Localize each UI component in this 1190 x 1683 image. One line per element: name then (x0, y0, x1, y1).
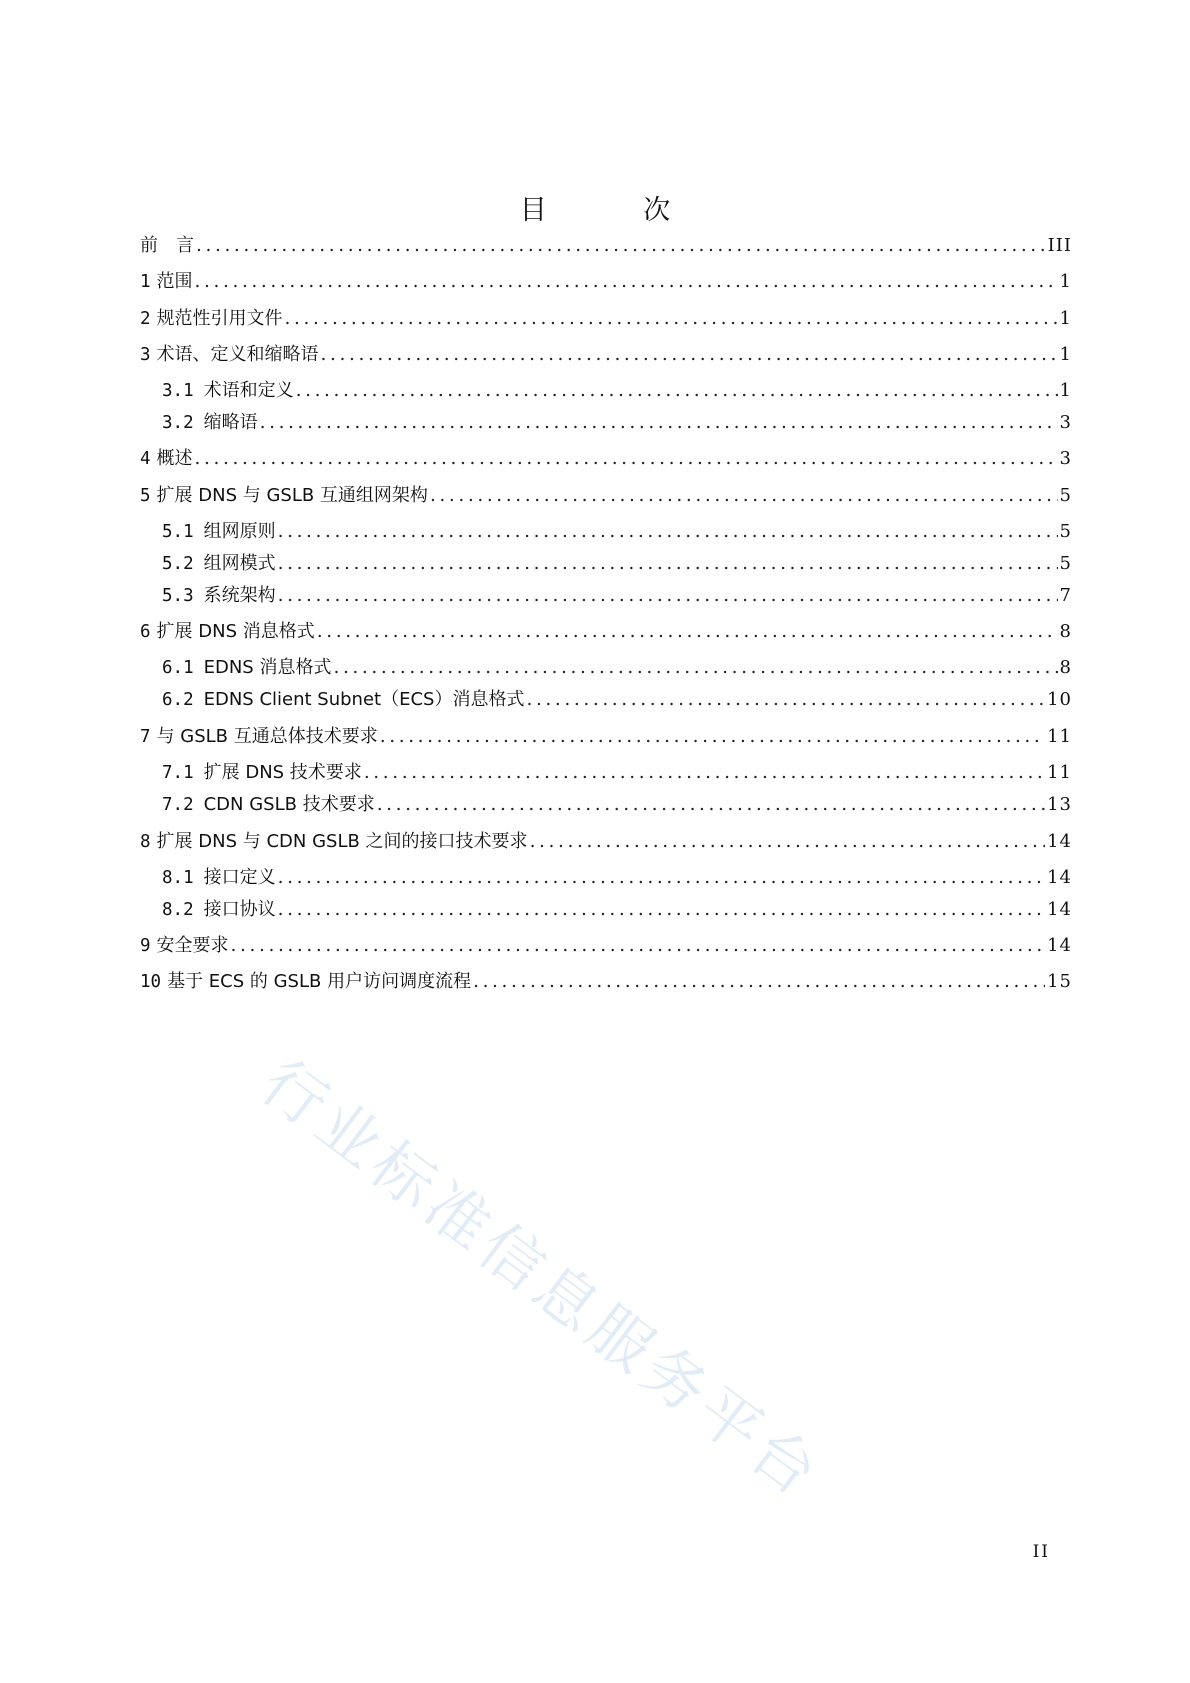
toc-entry-number: 5.3 (162, 586, 194, 606)
toc-entry-label (140, 446, 193, 472)
toc-entry-title: 安全要求 (156, 935, 229, 956)
toc-entry[interactable] (162, 687, 1072, 713)
toc-entry[interactable] (140, 342, 1072, 368)
toc-entry-number: 9 (140, 936, 151, 956)
toc-dot-leader (321, 342, 1058, 368)
toc-entry-title: 接口定义 (203, 867, 276, 888)
toc-entry[interactable] (140, 969, 1072, 995)
toc-entry-title: 组网原则 (203, 521, 276, 542)
toc-entry-number: 10 (140, 972, 162, 992)
toc-entry[interactable] (140, 829, 1072, 855)
toc-entry-page: 7 (1059, 585, 1072, 606)
toc-entry-title: 规范性引用文件 (156, 308, 283, 329)
toc-entry-label (140, 969, 471, 995)
toc-entry-number: 5 (140, 486, 151, 506)
toc-entry-title: 系统架构 (203, 585, 276, 606)
toc-entry-page: 3 (1059, 448, 1072, 469)
toc-entry-page: 5 (1059, 485, 1072, 506)
toc-entry[interactable] (162, 551, 1072, 577)
toc-entry-page: 8 (1059, 657, 1072, 678)
page-number: II (1032, 1542, 1050, 1562)
toc-entry[interactable] (140, 619, 1072, 645)
toc-entry-page: 10 (1047, 689, 1072, 710)
toc-entry-title: 前 言 (140, 235, 194, 256)
toc-entry-title: 扩展 DNS 与 GSLB 互通组网架构 (156, 485, 428, 506)
toc-entry-title: 扩展 DNS 与 CDN GSLB 之间的接口技术要求 (156, 831, 528, 852)
toc-entry-page: III (1047, 235, 1072, 256)
toc-entry[interactable] (140, 233, 1072, 259)
toc-entry-number: 2 (140, 309, 151, 329)
toc-entry-page: 14 (1047, 867, 1072, 888)
toc-dot-leader (196, 233, 1046, 259)
toc-entry[interactable] (140, 724, 1072, 750)
toc-dot-leader (377, 792, 1045, 818)
toc-entry[interactable] (162, 865, 1072, 891)
toc-entry-number: 6.2 (162, 690, 194, 710)
toc-entry-label (140, 724, 378, 750)
toc-entry-number: 3.1 (162, 381, 194, 401)
toc-entry-title: 扩展 DNS 消息格式 (156, 621, 315, 642)
toc-dot-leader (430, 483, 1058, 509)
toc-entry-page: 1 (1059, 271, 1072, 292)
toc-dot-leader (364, 760, 1045, 786)
toc-entry-label (162, 519, 276, 545)
toc-entry[interactable] (140, 483, 1072, 509)
toc-title: 目 次 (519, 195, 715, 226)
toc-entry-page: 5 (1059, 521, 1072, 542)
toc-entry[interactable] (140, 269, 1072, 295)
toc-entry-title: 接口协议 (203, 899, 276, 920)
toc-entry-number: 8 (140, 832, 151, 852)
toc-dot-leader (278, 865, 1045, 891)
toc-dot-leader (278, 519, 1058, 545)
toc-entry-label (162, 687, 524, 713)
toc-entry-title: 缩略语 (203, 412, 258, 433)
toc-entry-label (162, 792, 375, 818)
toc-entry-number: 6.1 (162, 658, 194, 678)
toc-dot-leader (278, 583, 1058, 609)
toc-entry-page: 8 (1059, 621, 1072, 642)
toc-entry-label (140, 483, 428, 509)
toc-entry-title: 术语和定义 (203, 380, 294, 401)
toc-entry-label (162, 378, 294, 404)
toc-dot-leader (526, 687, 1045, 713)
toc-entry-page: 1 (1059, 308, 1072, 329)
toc-entry-label (162, 760, 362, 786)
toc-entry-number: 1 (140, 272, 151, 292)
toc-entry-title: 范围 (156, 271, 193, 292)
toc-entry-label (162, 583, 276, 609)
toc-entry-label (162, 897, 276, 923)
toc-entry[interactable] (140, 446, 1072, 472)
toc-entry-number: 6 (140, 622, 151, 642)
watermark: 行业标准信息服务平台 (248, 1045, 836, 1513)
toc-entry[interactable] (162, 378, 1072, 404)
toc-entry-number: 3 (140, 345, 151, 365)
toc-dot-leader (285, 306, 1058, 332)
toc-entry-number: 7 (140, 727, 151, 747)
toc-entry-page: 11 (1047, 726, 1072, 747)
toc-entry-label (140, 829, 528, 855)
toc-entry-title: 扩展 DNS 技术要求 (203, 762, 362, 783)
toc-entry[interactable] (162, 792, 1072, 818)
toc-entry-label (140, 933, 229, 959)
toc-entry-title: 组网模式 (203, 553, 276, 574)
toc-entry-label (140, 233, 194, 259)
toc-dot-leader (195, 446, 1058, 472)
toc-entry-label (140, 269, 193, 295)
toc-dot-leader (333, 655, 1057, 681)
toc-entry-number: 3.2 (162, 413, 194, 433)
toc-entry-page: 3 (1059, 412, 1072, 433)
toc-dot-leader (296, 378, 1058, 404)
toc-dot-leader (317, 619, 1058, 645)
toc-dot-leader (380, 724, 1045, 750)
toc-entry[interactable] (162, 583, 1072, 609)
toc-entry-title: 术语、定义和缩略语 (156, 344, 319, 365)
toc-entry-page: 1 (1059, 380, 1072, 401)
toc-entry[interactable] (162, 897, 1072, 923)
toc-entry-label (162, 410, 258, 436)
toc-entry-page: 14 (1047, 899, 1072, 920)
toc-entry-number: 8.1 (162, 868, 194, 888)
toc-entry-label (162, 865, 276, 891)
toc-entry-label (140, 342, 319, 368)
toc-entry[interactable] (140, 306, 1072, 332)
toc-entry[interactable] (162, 410, 1072, 436)
toc-entry-label (140, 306, 283, 332)
toc-dot-leader (473, 969, 1045, 995)
toc-entry-page: 14 (1047, 935, 1072, 956)
toc-entry-page: 15 (1047, 971, 1072, 992)
toc-entry-number: 5.2 (162, 554, 194, 574)
toc-entry-label (162, 655, 331, 681)
toc-dot-leader (260, 410, 1058, 436)
toc-entry-number: 4 (140, 449, 151, 469)
toc-entry-title: 概述 (156, 448, 193, 469)
toc-dot-leader (195, 269, 1058, 295)
toc-entry-number: 7.2 (162, 795, 194, 815)
toc-entry-number: 8.2 (162, 900, 194, 920)
toc-entry-page: 14 (1047, 831, 1072, 852)
toc-entry-page: 1 (1059, 344, 1072, 365)
toc-entry-title: EDNS 消息格式 (203, 657, 332, 678)
toc-entry-number: 5.1 (162, 522, 194, 542)
toc-entry-label (162, 551, 276, 577)
toc-entry-title: 与 GSLB 互通总体技术要求 (156, 726, 378, 747)
toc-entry-title: CDN GSLB 技术要求 (203, 794, 375, 815)
toc-entry-label (140, 619, 315, 645)
toc-entry-page: 11 (1047, 762, 1072, 783)
toc-entry-title: 基于 ECS 的 GSLB 用户访问调度流程 (167, 971, 472, 992)
toc-entry[interactable] (140, 933, 1072, 959)
toc-entry[interactable] (162, 519, 1072, 545)
toc-dot-leader (530, 829, 1046, 855)
toc-entry[interactable] (162, 760, 1072, 786)
toc-entry-page: 5 (1059, 553, 1072, 574)
toc-dot-leader (278, 897, 1045, 923)
toc-entry-page: 13 (1047, 794, 1072, 815)
toc-entry-title: EDNS Client Subnet（ECS）消息格式 (203, 689, 525, 710)
toc-dot-leader (231, 933, 1046, 959)
toc-dot-leader (278, 551, 1058, 577)
toc-entry[interactable] (162, 655, 1072, 681)
toc-entry-number: 7.1 (162, 763, 194, 783)
